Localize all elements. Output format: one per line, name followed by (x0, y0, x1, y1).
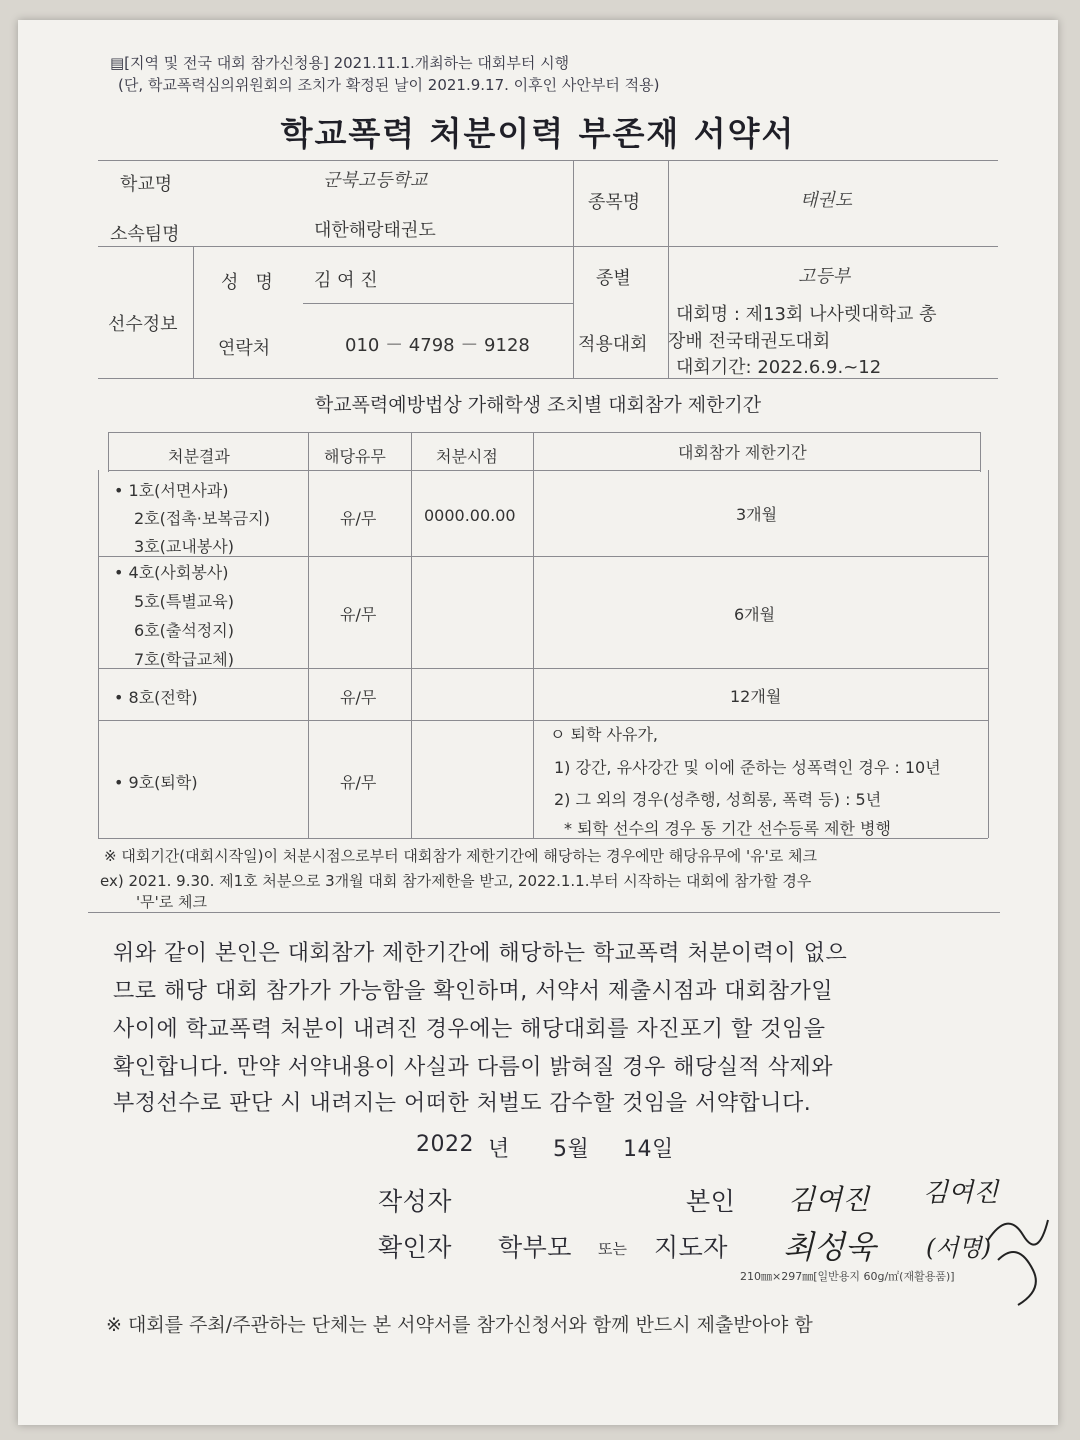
row1-applicable[interactable]: 유/무 (340, 509, 377, 528)
table-vrule-0b (98, 470, 99, 838)
date-year-unit: 년 (488, 1137, 510, 1162)
competition-name-line-1: 대회명 : 제13회 나사렛대학교 총 (676, 304, 937, 325)
self-signature: 김여진 (923, 1178, 999, 1208)
header-applicable: 해당유무 (324, 447, 386, 466)
table-vrule-2 (411, 432, 412, 838)
info-rule-2 (98, 246, 998, 247)
contact-value: 010 － 4798 － 9128 (345, 335, 530, 356)
date-year: 2022 (416, 1132, 474, 1157)
header-disposition: 처분결과 (168, 447, 230, 466)
confirmer-label: 확인자 (378, 1233, 452, 1262)
row1-item-3: 3호(교내봉사) (134, 537, 234, 556)
parent-label: 학부모 (498, 1233, 572, 1262)
row2-applicable[interactable]: 유/무 (340, 605, 377, 624)
info-top-rule (98, 160, 998, 161)
info-vrule-1 (193, 246, 194, 378)
pledge-line-5: 부정선수로 판단 시 내려지는 어떠한 처벌도 감수할 것임을 서약합니다. (113, 1091, 812, 1116)
notice-line-1: ▤[지역 및 전국 대회 참가신청용] 2021.11.1.개최하는 대회부터 시행 (110, 54, 570, 72)
info-rule-3 (303, 303, 573, 304)
row3-applicable[interactable]: 유/무 (340, 688, 377, 707)
notice-line-2: (단, 학교폭력심의위원회의 조치가 확정된 날이 2021.9.17. 이후인 사안부터 적용) (118, 76, 660, 94)
table-row3-rule (98, 720, 988, 721)
table-vrule-4b (988, 470, 989, 838)
team-label: 소속팀명 (110, 224, 180, 245)
row4-item-1: • 9호(퇴학) (114, 773, 198, 792)
division-value: 고등부 (798, 266, 851, 287)
note-line-1: ※ 대회기간(대회시작일)이 처분시점으로부터 대회참가 제한기간에 해당하는 경우에만 해당유무에 '유'로 체크 (104, 847, 817, 865)
pledge-line-2: 므로 해당 대회 참가가 가능함을 확인하며, 서약서 제출시점과 대회참가일 (113, 979, 834, 1004)
header-restriction-period: 대회참가 제한기간 (678, 443, 807, 462)
coach-signature: (서명) (926, 1234, 992, 1262)
date-day: 14일 (623, 1137, 674, 1162)
competition-name-line-2: 장배 전국태권도대회 (668, 331, 831, 352)
table-vrule-3 (533, 432, 534, 838)
coach-name-handwritten: 최성욱 (783, 1228, 876, 1266)
row2-item-1: • 4호(사회봉사) (114, 563, 229, 582)
school-label: 학교명 (120, 174, 173, 195)
row1-period: 3개월 (736, 505, 778, 524)
event-value: 태권도 (800, 190, 853, 211)
name-value: 김 여 진 (314, 270, 378, 291)
school-value: 군북고등학교 (323, 170, 428, 191)
date-month: 5월 (553, 1137, 590, 1162)
document-page (18, 20, 1058, 1425)
info-vrule-2 (573, 160, 574, 378)
division-label: 종별 (596, 268, 631, 289)
signature-stroke (978, 1200, 1058, 1310)
competition-period: 대회기간: 2022.6.9.~12 (676, 357, 882, 378)
table-vrule-4 (980, 432, 981, 472)
note-line-3: '무'로 체크 (136, 893, 207, 911)
applied-competition-label: 적용대회 (578, 334, 648, 355)
row4-period-line-3: 2) 그 외의 경우(성추행, 성희롱, 폭력 등) : 5년 (554, 790, 882, 809)
name-label: 성 명 (221, 272, 273, 293)
pledge-line-4: 확인합니다. 만약 서약내용이 사실과 다름이 밝혀질 경우 해당실적 삭제와 (113, 1055, 834, 1080)
row3-item-1: • 8호(전학) (114, 688, 198, 707)
row4-applicable[interactable]: 유/무 (340, 773, 377, 792)
table-header-rule (108, 470, 980, 471)
row2-item-4: 7호(학급교체) (134, 650, 234, 669)
row2-period: 6개월 (734, 605, 776, 624)
author-label: 작성자 (378, 1187, 452, 1216)
athlete-info-label: 선수정보 (108, 314, 178, 335)
row1-item-1: • 1호(서면사과) (114, 481, 229, 500)
row3-period: 12개월 (730, 687, 782, 706)
pledge-line-1: 위와 같이 본인은 대회참가 제한기간에 해당하는 학교폭력 처분이력이 없으 (113, 941, 848, 966)
contact-label: 연락처 (218, 338, 271, 359)
pledge-line-3: 사이에 학교폭력 처분이 내려진 경우에는 해당대회를 자진포기 할 것임을 (113, 1017, 826, 1042)
notes-bottom-rule (88, 912, 1000, 913)
coach-label: 지도자 (654, 1233, 728, 1262)
row4-period-line-2: 1) 강간, 유사강간 및 이에 준하는 성폭력인 경우 : 10년 (554, 758, 941, 777)
row4-period-line-4: * 퇴학 선수의 경우 동 기간 선수등록 제한 병행 (564, 819, 891, 838)
team-value: 대한해랑태권도 (314, 220, 436, 241)
header-disposition-date: 처분시점 (436, 447, 498, 466)
paper-size-label: 210㎜×297㎜[일반용지 60g/㎡(재활용품)] (740, 1270, 955, 1283)
table-subtitle: 학교폭력예방법상 가해학생 조치별 대회참가 제한기간 (314, 394, 762, 416)
table-vrule-0 (108, 432, 109, 472)
footer-note: ※ 대회를 주최/주관하는 단체는 본 서약서를 참가신청서와 함께 반드시 제출받아야 함 (106, 1314, 813, 1336)
row4-period-line-1: ㅇ 퇴학 사유가, (550, 725, 658, 744)
row2-item-2: 5호(특별교육) (134, 592, 234, 611)
document-title: 학교폭력 처분이력 부존재 서약서 (280, 114, 796, 153)
self-name-handwritten: 김여진 (788, 1183, 870, 1216)
note-line-2: ex) 2021. 9.30. 제1호 처분으로 3개월 대회 참가제한을 받고, 2022.1.1.부터 시작하는 대회에 참가할 경우 (100, 872, 812, 890)
table-vrule-1 (308, 432, 309, 838)
event-label: 종목명 (588, 192, 641, 213)
self-label: 본인 (686, 1187, 736, 1216)
table-top-rule (108, 432, 980, 433)
row1-item-2: 2호(접촉·보복금지) (134, 509, 270, 528)
row2-item-3: 6호(출석정지) (134, 621, 234, 640)
row1-date[interactable]: 0000.00.00 (424, 506, 516, 525)
or-label: 또는 (598, 1240, 627, 1258)
